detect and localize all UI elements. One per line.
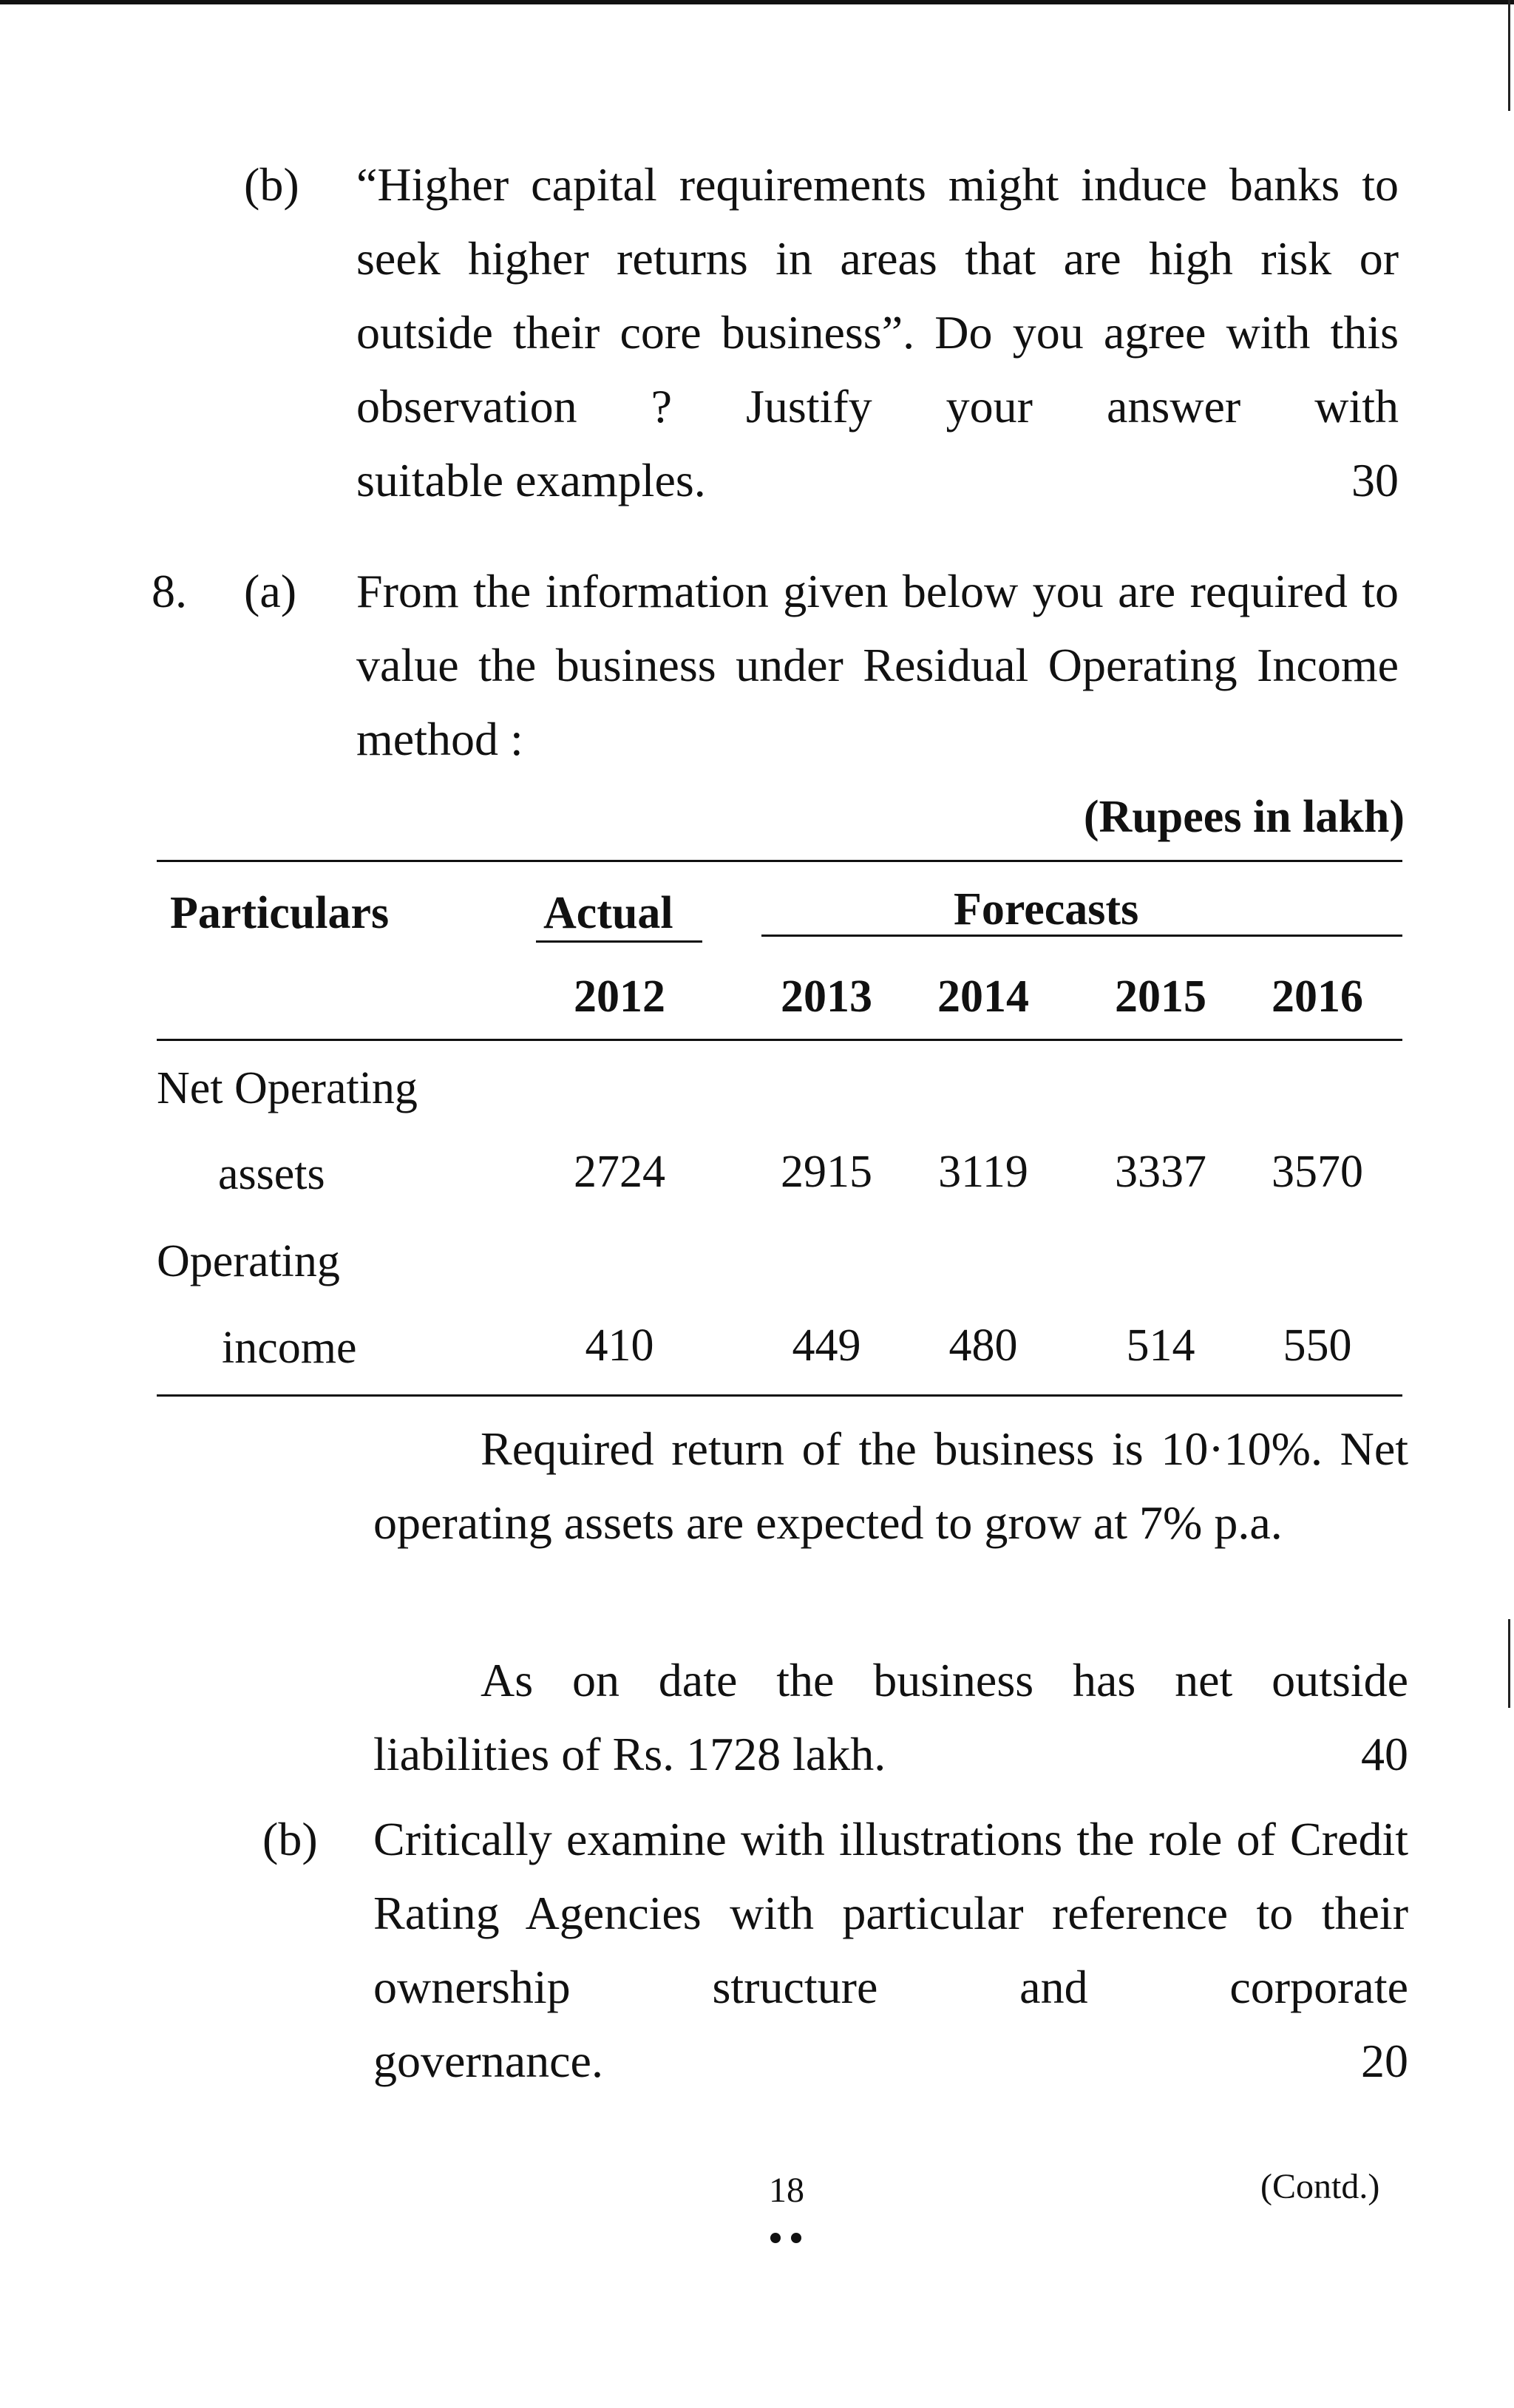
q7b-last-line (356, 444, 1399, 518)
q8b-last-text: governance. (373, 2035, 603, 2087)
dot-ornament (791, 2233, 801, 2243)
table-bottom-rule (157, 1394, 1402, 1397)
dot-ornament (770, 2233, 781, 2243)
top-border (0, 0, 1514, 4)
q7b-body: “Higher capital requirements might induce banks to seek higher returns in areas that are high risk or outside their core business”. Do you agree with this observation ? Justify your answer with (356, 158, 1399, 433)
q8b-marks: 20 (1361, 2035, 1408, 2087)
unit-note: (Rupees in lakh) (1083, 792, 1405, 842)
q7b-marks: 30 (1351, 454, 1399, 506)
row1-2014: 3119 (938, 1147, 1028, 1197)
row1-2016: 3570 (1272, 1147, 1363, 1197)
q8b-label: (b) (262, 1813, 318, 1865)
row1-label-line2: assets (218, 1149, 325, 1199)
q8b-body: Critically examine with illustrations the role of Credit Rating Agencies with particular reference to their ownership structure and corporate (373, 1813, 1408, 2013)
actual-underline (536, 940, 702, 943)
q8a-note2-last-line (373, 1717, 1408, 1791)
row2-2012: 410 (585, 1320, 654, 1371)
right-border (1508, 0, 1510, 111)
row2-label-line2: income (222, 1323, 357, 1373)
year-2015: 2015 (1115, 971, 1206, 1022)
q8a-note2-last-text: liabilities of Rs. 1728 lakh. (373, 1728, 886, 1780)
q7b-text (356, 148, 1399, 518)
footer-dots (770, 2233, 801, 2243)
forecasts-underline (761, 935, 1402, 937)
year-2013: 2013 (781, 971, 872, 1022)
q8a-note1: Required return of the business is 10·10%. Net operating assets are expected to grow at 7% p.a. (373, 1422, 1408, 1549)
row2-2013: 449 (792, 1320, 861, 1371)
row2-2016: 550 (1283, 1320, 1352, 1371)
contd-label: (Contd.) (1260, 2167, 1380, 2206)
q8a-marks: 40 (1361, 1728, 1408, 1780)
row2-2015: 514 (1126, 1320, 1195, 1371)
row1-2015: 3337 (1115, 1147, 1206, 1197)
row2-label-line1: Operating (157, 1236, 340, 1286)
right-border-lower (1508, 1619, 1510, 1708)
q8b-last-line (373, 2024, 1408, 2098)
q8a-label: (a) (244, 565, 297, 617)
col-actual: Actual (543, 888, 673, 938)
year-2012: 2012 (574, 971, 665, 1022)
q8a-text: From the information given below you are required to value the business under Residual Operating Income method : (356, 565, 1399, 765)
q8a-note2-text: As on date the business has net outside (481, 1654, 1408, 1706)
row1-2012: 2724 (574, 1147, 665, 1197)
row1-2013: 2915 (781, 1147, 872, 1197)
col-forecasts: Forecasts (954, 884, 1139, 935)
col-particulars: Particulars (170, 888, 390, 938)
page-number: 18 (769, 2171, 804, 2210)
header-bottom-rule (157, 1039, 1402, 1041)
row1-label-line1: Net Operating (157, 1063, 418, 1113)
q8b-text (373, 1802, 1408, 2098)
q7b-last-text: suitable examples. (356, 454, 706, 506)
row2-2014: 480 (948, 1320, 1018, 1371)
year-2016: 2016 (1272, 971, 1363, 1022)
q8a-note2 (373, 1644, 1408, 1791)
year-2014: 2014 (937, 971, 1029, 1022)
table-top-rule (157, 860, 1402, 862)
q8-number: 8. (152, 565, 187, 617)
q7b-label: (b) (244, 158, 299, 211)
